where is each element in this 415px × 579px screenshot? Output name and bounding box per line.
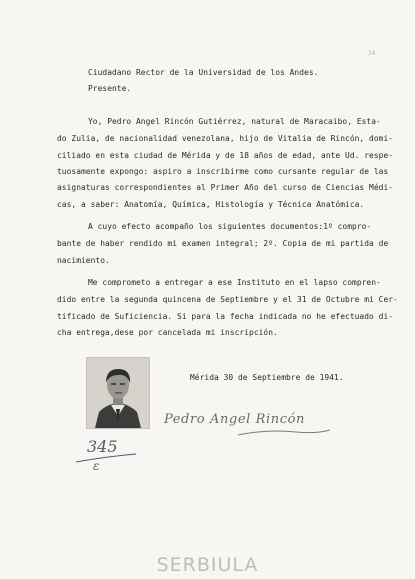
body-line: Yo, Pedro Angel Rincón Gutiérrez, natural de Maracaibo, Esta- [88, 117, 381, 126]
body-line: asignaturas correspondientes al Primer Año del curso de Ciencias Médi- [57, 183, 394, 192]
body-line: tificado de Suficiencia. Si para la fecha indicada no he efectuado di- [57, 312, 394, 321]
signature-flourish [236, 427, 332, 439]
salutation: Ciudadano Rector de la Universidad de los Andes. [88, 68, 319, 77]
body-line: cha entrega,dese por cancelada mi inscripción. [57, 328, 278, 337]
date-line: Mérida 30 de Septiembre de 1941. [190, 373, 344, 382]
body-line: Me comprometo a entregar a ese Instituto en el lapso compren- [88, 278, 381, 287]
handwritten-number: 345 [87, 437, 118, 456]
body-line: nacimiento. [57, 256, 110, 265]
corner-mark: 24 [368, 50, 376, 57]
body-line: bante de haber rendido mi examen integral; 2º. Copia de mi partida de [57, 239, 389, 248]
body-line: dido entre la segunda quincena de Septiembre y el 31 de Octubre mi Cer- [57, 295, 398, 304]
body-line: do Zulia, de nacionalidad venezolana, hijo de Vitalia de Rincón, domi- [57, 134, 394, 143]
watermark: SERBIULA [156, 554, 259, 576]
greeting: Presente. [88, 84, 132, 93]
body-line: cas, a saber: Anatomía, Química, Histología y Técnica Anatómica. [57, 200, 365, 209]
body-line: ciliado en esta ciudad de Mérida y de 18 años de edad, ante Ud. respe- [57, 151, 394, 160]
body-line: tuosamente expongo: aspiro a inscribirme como cursante regular de las [57, 167, 389, 176]
handwritten-mark: ɛ [93, 459, 100, 473]
portrait-photo [86, 357, 150, 429]
body-line: A cuyo efecto acompaño los siguientes documentos:1º compro- [88, 222, 372, 231]
handwritten-signature: Pedro Angel Rincón [164, 412, 306, 427]
number-underline [74, 452, 138, 466]
